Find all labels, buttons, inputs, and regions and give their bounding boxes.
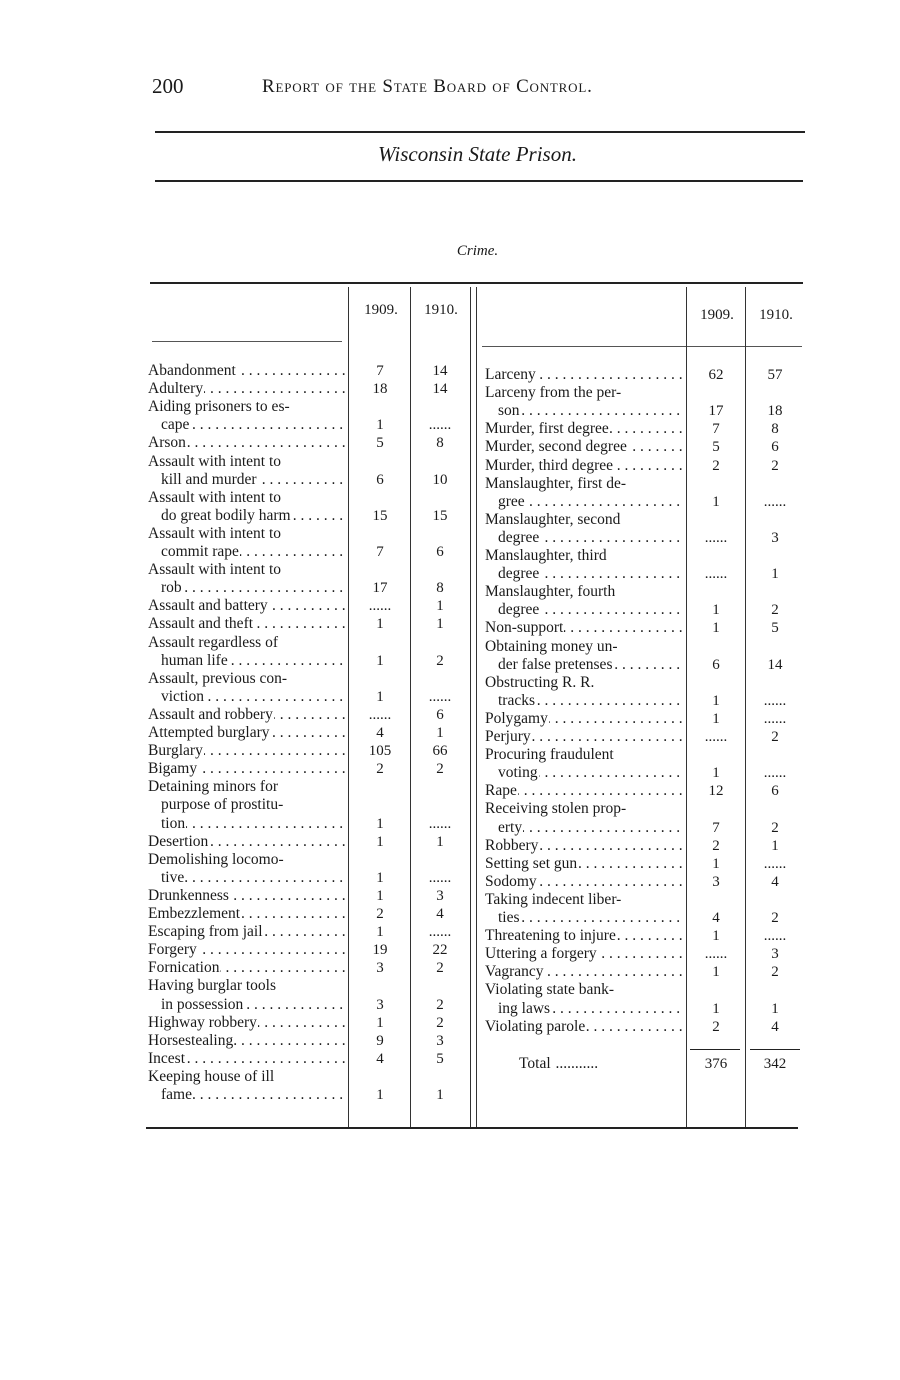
total-rule-1909 [690, 1049, 740, 1050]
crime-label: Burglary . . . [148, 742, 346, 760]
value-1910: 3 [771, 529, 779, 546]
value-1909: ...... [368, 706, 392, 723]
value-1910: ...... [763, 692, 787, 709]
crime-label: Receiving stolen prop- [485, 800, 627, 818]
value-1910: 6 [436, 706, 444, 723]
table-row [0, 710, 900, 728]
value-1909: 12 [708, 783, 724, 800]
crime-label: ing laws . . . [498, 1000, 684, 1018]
crime-label: human life . . . [161, 652, 346, 670]
table-row [0, 945, 900, 963]
crime-label: kill and murder . . . [161, 471, 346, 489]
crime-label: Uttering a forgery . . . [485, 945, 684, 963]
value-1909: 1 [712, 765, 720, 782]
crime-label: degree . . . [498, 529, 684, 547]
crime-label: fame . . . [161, 1086, 346, 1104]
crime-label: do great bodily harm . . . [161, 507, 346, 525]
value-1909: 1 [376, 887, 384, 904]
crime-label: Robbery . . . [485, 837, 684, 855]
value-1910: 57 [767, 367, 783, 383]
value-1910: 14 [432, 381, 448, 398]
header-underline-left [152, 341, 342, 342]
institution-title: Wisconsin State Prison. [378, 142, 577, 166]
total-rule-1910 [750, 1049, 800, 1050]
crime-label: Procuring fraudulent [485, 746, 614, 764]
value-1910: 1 [436, 598, 444, 615]
crime-label: Rape . . . [485, 782, 684, 800]
table-row [0, 1000, 900, 1018]
value-1910: 1 [771, 837, 779, 854]
value-1910: 2 [771, 602, 779, 619]
value-1909: 18 [372, 381, 388, 398]
value-1909: 1 [376, 833, 384, 850]
value-1910: ...... [428, 924, 452, 941]
crime-label: Having burglar tools [148, 977, 277, 995]
table-row [0, 619, 900, 637]
table-row [0, 909, 900, 927]
table-row [0, 565, 900, 583]
value-1910: 6 [436, 544, 444, 560]
table-row [0, 402, 900, 420]
value-1909: ...... [704, 566, 728, 583]
value-1910: 5 [771, 620, 779, 637]
crime-label: cape . . . [161, 416, 346, 434]
value-1910: 8 [436, 580, 444, 597]
crime-label: Assault, previous con- [148, 669, 288, 687]
value-1910: 14 [767, 656, 783, 673]
crime-label: Assault and theft . . . [148, 615, 346, 633]
value-1910: ...... [763, 928, 787, 945]
crime-label: Vagrancy . . . [485, 963, 684, 981]
value-1910: 2 [436, 761, 444, 778]
crime-label: Demolishing locomo- [148, 850, 284, 868]
crime-label: Perjury . . . [485, 728, 684, 746]
value-1910: 1 [771, 566, 779, 583]
value-1909: ...... [368, 598, 392, 615]
crime-label: Bigamy . . . [148, 760, 346, 778]
crime-label: Larceny from the per- [485, 384, 622, 402]
crime-label: Aiding prisoners to es- [148, 398, 290, 416]
value-1909: 1 [712, 964, 720, 981]
crime-label: Manslaughter, first de- [485, 474, 626, 492]
table-row [0, 837, 900, 855]
crime-label: Assault and robbery . . . [148, 706, 346, 724]
value-1909: 19 [372, 942, 388, 959]
value-1910: 3 [436, 1032, 444, 1049]
crime-label: Murder, second degree . . . [485, 438, 684, 456]
table-row [0, 963, 900, 981]
crime-label: Keeping house of ill [148, 1067, 275, 1085]
value-1909: 1 [712, 493, 720, 510]
table-row [0, 457, 900, 475]
value-1910: 2 [436, 960, 444, 977]
table-row [0, 511, 900, 529]
value-1910: 1 [436, 1087, 444, 1103]
crime-label: Incest . . . [148, 1050, 346, 1068]
crime-label: Manslaughter, fourth [485, 583, 616, 601]
table-row [0, 493, 900, 511]
crime-label: Threatening to injure . . . [485, 927, 684, 945]
crime-label: der false pretenses . . . [498, 656, 684, 674]
value-1909: 1 [712, 620, 720, 637]
value-1909: 1 [376, 688, 384, 705]
table-rule-bottom [146, 1127, 798, 1129]
table-row [0, 1018, 900, 1036]
value-1909: 1 [376, 924, 384, 941]
section-title: Crime. [456, 243, 499, 259]
value-1910: 10 [432, 471, 448, 488]
value-1910: 2 [771, 910, 779, 926]
value-1910: 1 [436, 725, 444, 741]
col-head-1909-left: 1909. [364, 302, 398, 318]
crime-label: Fornication . . . [148, 959, 346, 977]
table-row [0, 782, 900, 800]
crime-label: Obtaining money un- [485, 637, 618, 655]
value-1909: 1 [712, 855, 720, 872]
value-1910: 14 [432, 363, 448, 379]
value-1909: 1 [376, 815, 384, 832]
crime-label: voting . . . [498, 764, 684, 782]
table-row [0, 692, 900, 710]
crime-label: Violating parole . . . [485, 1018, 684, 1036]
value-1909: 15 [372, 507, 388, 524]
crime-label: Murder, first degree . . . [485, 420, 684, 438]
value-1909: 2 [712, 837, 720, 854]
value-1909: 1 [376, 1014, 384, 1031]
crime-label: Horsestealing . . . [148, 1032, 346, 1050]
table-row [0, 674, 900, 692]
value-1909: 1 [376, 1087, 384, 1103]
crime-label: Detaining minors for [148, 778, 279, 796]
value-1909: 1 [376, 652, 384, 669]
value-1909: 17 [372, 580, 388, 597]
crime-label: ties . . . [498, 909, 684, 927]
value-1910: ...... [428, 688, 452, 705]
table-row [0, 927, 900, 945]
value-1909: 1 [712, 710, 720, 727]
crime-label: degree . . . [498, 565, 684, 583]
crime-label: erty . . . [498, 819, 684, 837]
crime-label: Setting set gun . . . [485, 855, 684, 873]
crime-label: Assault and battery . . . [148, 597, 346, 615]
value-1909: 6 [376, 471, 384, 488]
running-head: Report of the State Board of Control. [262, 76, 593, 97]
value-1910: 2 [436, 652, 444, 669]
value-1910: ...... [763, 493, 787, 510]
value-1909: 2 [376, 761, 384, 778]
value-1909: 7 [712, 421, 720, 438]
crime-label: son . . . [498, 402, 684, 420]
value-1909: 6 [712, 656, 720, 673]
crime-label: Murder, third degree . . . [485, 457, 684, 475]
value-1910: 4 [771, 873, 779, 890]
value-1909: 4 [376, 725, 384, 741]
value-1910: 66 [432, 743, 448, 760]
value-1910: 4 [771, 1018, 779, 1035]
total-label: Total ........... [519, 1055, 599, 1072]
value-1910: 22 [432, 942, 448, 959]
value-1910: 3 [771, 946, 779, 963]
crime-label: Taking indecent liber- [485, 890, 622, 908]
crime-label: tive . . . [161, 869, 346, 887]
value-1910: 2 [436, 996, 444, 1013]
value-1910: 4 [436, 906, 444, 922]
crime-label: Manslaughter, second [485, 510, 621, 528]
crime-label: Non-support . . . [485, 619, 684, 637]
value-1910: 2 [771, 729, 779, 745]
crime-label: Attempted burglary . . . [148, 724, 346, 742]
table-row [0, 384, 900, 402]
crime-label: Embezzlement . . . [148, 905, 346, 923]
value-1910: 2 [771, 819, 779, 836]
value-1909: ...... [704, 729, 728, 745]
crime-label: Assault regardless of [148, 633, 278, 651]
crime-label: Obstructing R. R. [485, 673, 595, 691]
value-1909: 4 [712, 910, 720, 926]
value-1910: 8 [771, 421, 779, 438]
crime-label: Forgery . . . [148, 941, 346, 959]
col-head-1909-right: 1909. [700, 307, 734, 323]
table-row [0, 800, 900, 818]
value-1909: 1 [376, 869, 384, 886]
crime-label: Manslaughter, third [485, 547, 607, 564]
crime-label: tion . . . [161, 815, 346, 833]
table-row [0, 547, 900, 565]
crime-label: Violating state bank- [485, 981, 615, 999]
value-1909: 2 [712, 1018, 720, 1035]
table-row [0, 764, 900, 782]
crime-label: rob . . . [161, 579, 346, 597]
crime-label: Polygamy . . . [485, 710, 684, 728]
value-1909: 4 [376, 1050, 384, 1067]
value-1909: 1 [712, 692, 720, 709]
crime-label: Escaping from jail . . . [148, 923, 346, 941]
table-row [0, 583, 900, 601]
table-row [0, 981, 900, 999]
value-1910: ...... [763, 765, 787, 782]
value-1910: 2 [436, 1014, 444, 1031]
crime-label: Assault with intent to [148, 488, 282, 506]
crime-label: viction . . . [161, 688, 346, 706]
value-1910: 1 [771, 1000, 779, 1017]
value-1909: 1 [712, 928, 720, 945]
value-1909: 5 [712, 439, 720, 456]
value-1910: ...... [428, 417, 452, 434]
value-1910: 1 [436, 616, 444, 633]
value-1910: 2 [771, 457, 779, 474]
value-1910: ...... [763, 710, 787, 727]
value-1910: 3 [436, 887, 444, 904]
value-1910: 5 [436, 1050, 444, 1067]
table-row [0, 475, 900, 493]
table-row [0, 891, 900, 909]
value-1909: 2 [712, 457, 720, 474]
crime-label: Abandonment . . . [148, 362, 346, 380]
col-head-1910-left: 1910. [424, 302, 458, 318]
value-1909: 62 [708, 367, 724, 383]
table-row [0, 728, 900, 746]
crime-label: Assault with intent to [148, 561, 282, 579]
value-1909: 5 [376, 435, 384, 452]
crime-label: degree . . . [498, 601, 684, 619]
table-row [0, 601, 900, 619]
value-1910: 6 [771, 783, 779, 800]
value-1909: 7 [712, 819, 720, 836]
crime-label: Arson . . . [148, 434, 346, 452]
total-1910: 342 [763, 1056, 787, 1072]
table-row [0, 529, 900, 547]
crime-label: in possession . . . [161, 996, 346, 1014]
crime-label: Assault with intent to [148, 524, 282, 542]
value-1909: 3 [376, 996, 384, 1013]
value-1909: 9 [376, 1032, 384, 1049]
table-row [0, 855, 900, 873]
total-1909: 376 [704, 1056, 728, 1072]
value-1910: 8 [436, 435, 444, 452]
table-row [0, 819, 900, 837]
table-row [0, 873, 900, 891]
value-1910: ...... [763, 855, 787, 872]
crime-label: Desertion . . . [148, 833, 346, 851]
table-row [0, 638, 900, 656]
value-1910: 15 [432, 507, 448, 524]
value-1909: 7 [376, 544, 384, 560]
crime-label: Larceny . . . [485, 366, 684, 384]
value-1910: 1 [436, 833, 444, 850]
value-1909: 1 [712, 1000, 720, 1017]
value-1909: 1 [712, 602, 720, 619]
crime-label: tracks . . . [498, 692, 684, 710]
value-1909: 1 [376, 417, 384, 434]
value-1909: 7 [376, 363, 384, 379]
value-1909: 2 [376, 906, 384, 922]
value-1909: 3 [712, 873, 720, 890]
value-1909: 105 [368, 743, 392, 760]
header-underline-right [482, 346, 802, 347]
value-1909: 1 [376, 616, 384, 633]
value-1910: 18 [767, 403, 783, 420]
table-row [0, 1086, 900, 1104]
col-head-1910-right: 1910. [759, 307, 793, 323]
value-1909: 17 [708, 403, 724, 420]
table-row [0, 746, 900, 764]
value-1910: 6 [771, 439, 779, 456]
page-number: 200 [152, 74, 184, 98]
value-1909: ...... [704, 946, 728, 963]
value-1909: ...... [704, 529, 728, 546]
total-row [0, 1055, 900, 1073]
table-row [0, 438, 900, 456]
crime-label: purpose of prostitu- [161, 796, 284, 814]
value-1910: ...... [428, 815, 452, 832]
table-row [0, 656, 900, 674]
crime-label: Assault with intent to [148, 452, 282, 470]
value-1909: 3 [376, 960, 384, 977]
crime-label: commit rape . . . [161, 543, 346, 561]
crime-label: Highway robbery . . . [148, 1014, 346, 1032]
table-row [0, 420, 900, 438]
crime-label: Sodomy . . . [485, 873, 684, 891]
table-row [0, 366, 900, 384]
table-rule-top [150, 282, 803, 284]
crime-label: gree . . . [498, 493, 684, 511]
value-1910: ...... [428, 869, 452, 886]
crime-label: Adultery . . . [148, 380, 346, 398]
value-1910: 2 [771, 964, 779, 981]
crime-label: Drunkenness . . . [148, 887, 346, 905]
